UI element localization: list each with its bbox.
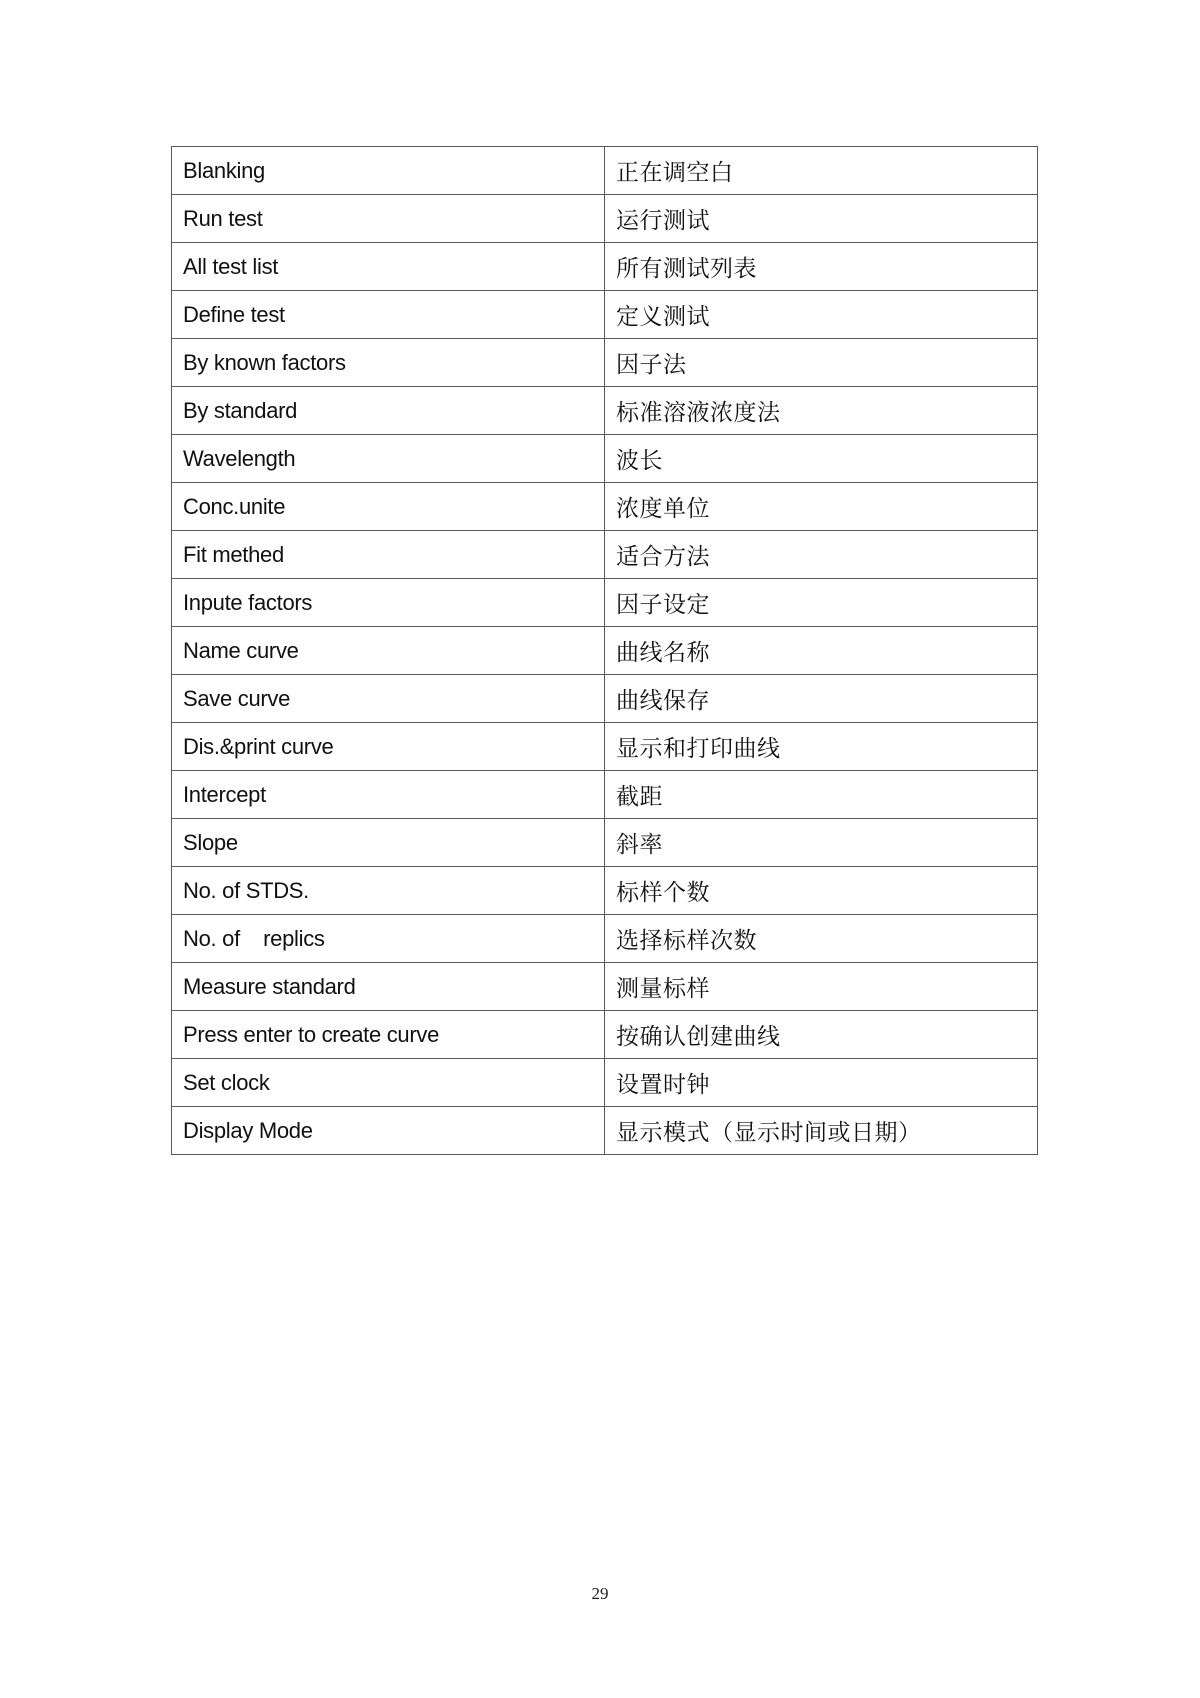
chinese-term-cell: 因子法 <box>605 339 1038 387</box>
table-row <box>172 1107 1038 1155</box>
chinese-term-cell: 曲线名称 <box>605 627 1038 675</box>
chinese-term-cell: 所有测试列表 <box>605 243 1038 291</box>
english-term-cell: No. of replics <box>172 915 605 963</box>
english-term-cell: Define test <box>172 291 605 339</box>
chinese-term-cell: 测量标样 <box>605 963 1038 1011</box>
table-row <box>172 1059 1038 1107</box>
table-row <box>172 1011 1038 1059</box>
table-row <box>172 771 1038 819</box>
english-term-cell: Press enter to create curve <box>172 1011 605 1059</box>
table-row <box>172 531 1038 579</box>
chinese-term-cell: 显示模式（显示时间或日期） <box>605 1107 1038 1155</box>
english-term-cell: Set clock <box>172 1059 605 1107</box>
chinese-term-cell: 适合方法 <box>605 531 1038 579</box>
chinese-term-cell: 选择标样次数 <box>605 915 1038 963</box>
english-term-cell: Slope <box>172 819 605 867</box>
chinese-term-cell: 波长 <box>605 435 1038 483</box>
english-term-cell: Dis.&print curve <box>172 723 605 771</box>
english-term-cell: Conc.unite <box>172 483 605 531</box>
english-term-cell: Display Mode <box>172 1107 605 1155</box>
english-term-cell: No. of STDS. <box>172 867 605 915</box>
english-term-cell: Wavelength <box>172 435 605 483</box>
chinese-term-cell: 定义测试 <box>605 291 1038 339</box>
chinese-term-cell: 斜率 <box>605 819 1038 867</box>
chinese-term-cell: 按确认创建曲线 <box>605 1011 1038 1059</box>
table-row <box>172 387 1038 435</box>
table-row <box>172 195 1038 243</box>
table-row <box>172 243 1038 291</box>
english-term-cell: Name curve <box>172 627 605 675</box>
chinese-term-cell: 正在调空白 <box>605 147 1038 195</box>
table-row <box>172 579 1038 627</box>
table-row <box>172 291 1038 339</box>
english-term-cell: All test list <box>172 243 605 291</box>
page-number: 29 <box>591 1584 609 1603</box>
chinese-term-cell: 运行测试 <box>605 195 1038 243</box>
table-row <box>172 675 1038 723</box>
english-term-cell: Save curve <box>172 675 605 723</box>
table-row <box>172 627 1038 675</box>
english-term-cell: Measure standard <box>172 963 605 1011</box>
table-row <box>172 339 1038 387</box>
table-row <box>172 147 1038 195</box>
chinese-term-cell: 标样个数 <box>605 867 1038 915</box>
english-term-cell: Intercept <box>172 771 605 819</box>
english-term-cell: Inpute factors <box>172 579 605 627</box>
table-row <box>172 435 1038 483</box>
english-term-cell: Blanking <box>172 147 605 195</box>
table-row <box>172 915 1038 963</box>
chinese-term-cell: 设置时钟 <box>605 1059 1038 1107</box>
table-row <box>172 867 1038 915</box>
glossary-table <box>171 146 1038 1155</box>
english-term-cell: Run test <box>172 195 605 243</box>
english-term-cell: Fit methed <box>172 531 605 579</box>
table-row <box>172 723 1038 771</box>
table-row <box>172 483 1038 531</box>
chinese-term-cell: 曲线保存 <box>605 675 1038 723</box>
table-row <box>172 819 1038 867</box>
english-term-cell: By known factors <box>172 339 605 387</box>
english-term-cell: By standard <box>172 387 605 435</box>
glossary-table-body <box>172 147 1038 1155</box>
chinese-term-cell: 因子设定 <box>605 579 1038 627</box>
chinese-term-cell: 显示和打印曲线 <box>605 723 1038 771</box>
table-row <box>172 963 1038 1011</box>
chinese-term-cell: 截距 <box>605 771 1038 819</box>
chinese-term-cell: 标准溶液浓度法 <box>605 387 1038 435</box>
chinese-term-cell: 浓度单位 <box>605 483 1038 531</box>
